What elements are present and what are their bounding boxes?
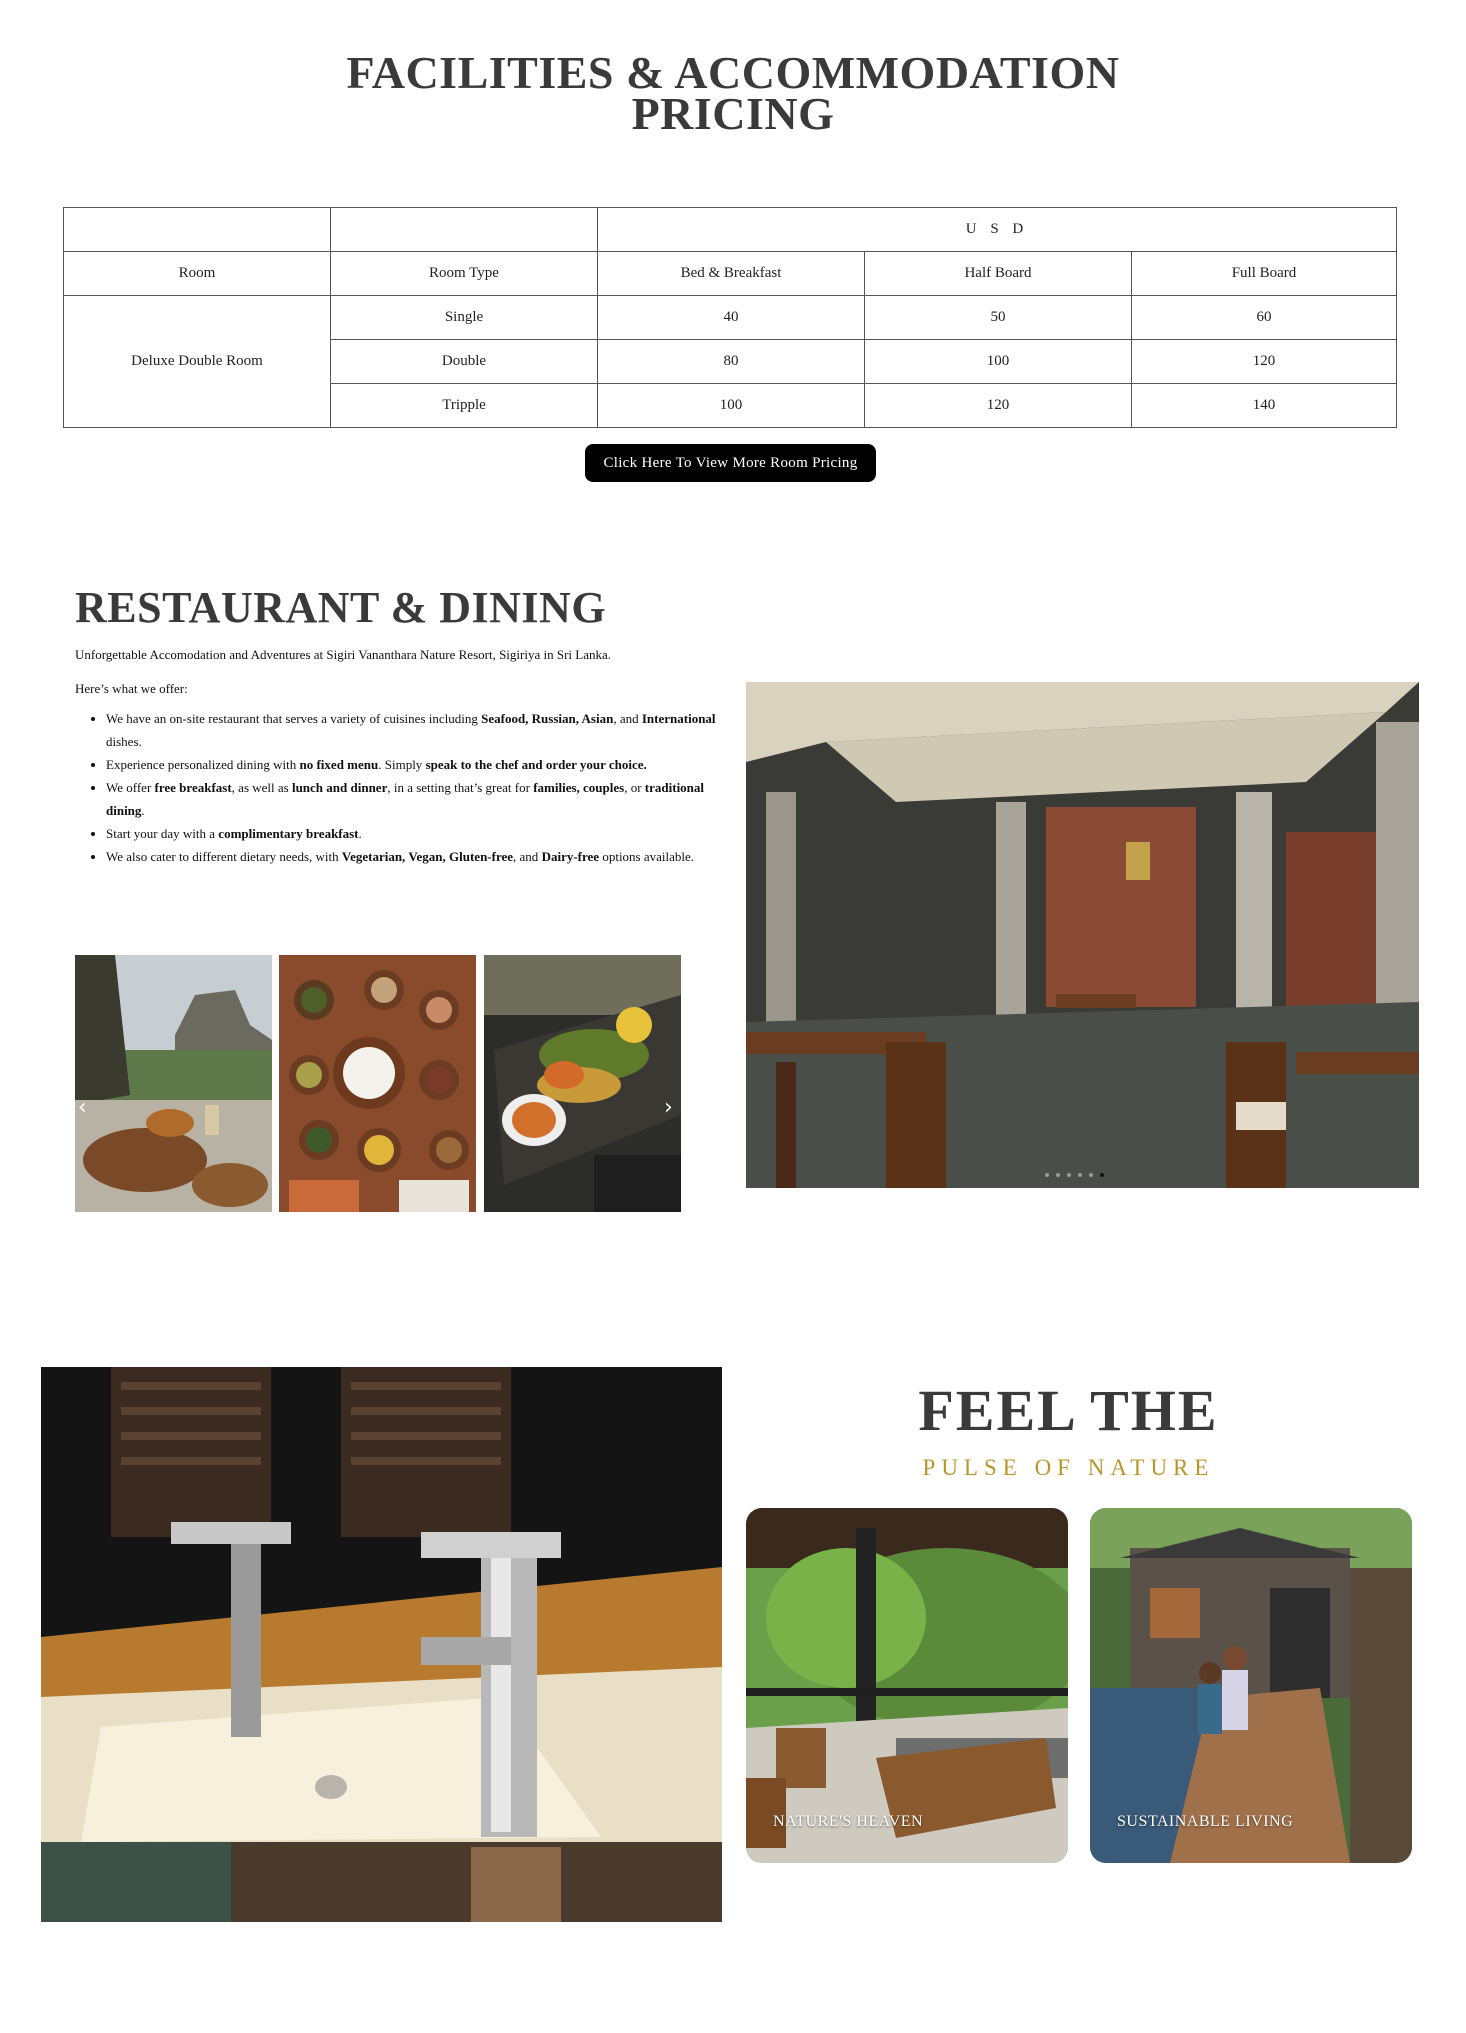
text-bold: speak to the chef and order your choice. xyxy=(425,757,647,772)
text-bold: Seafood, Russian, Asian xyxy=(481,711,614,726)
carousel-image-burger[interactable] xyxy=(75,955,272,1212)
price-cell: 100 xyxy=(865,340,1132,384)
table-row xyxy=(64,208,1397,252)
carousel-image-grill-platter[interactable] xyxy=(484,955,681,1212)
text: , in a setting that’s great for xyxy=(387,780,534,795)
price-cell: 140 xyxy=(1132,384,1397,428)
card-label: NATURE'S HEAVEN xyxy=(773,1813,924,1830)
price-cell: 40 xyxy=(598,296,865,340)
table-cell-empty xyxy=(331,208,598,252)
carousel-image-rice-curry[interactable] xyxy=(279,955,476,1212)
restaurant-intro: Unforgettable Accomodation and Adventures at Sigiri Vananthara Nature Resort, Sigiriya in Sri Lanka. xyxy=(75,647,612,662)
price-cell: 80 xyxy=(598,340,865,384)
price-cell: 120 xyxy=(1132,340,1397,384)
view-more-pricing-button[interactable]: Click Here To View More Room Pricing xyxy=(585,444,876,482)
bathroom-sink-photo xyxy=(41,1367,722,1922)
list-item xyxy=(106,776,716,822)
text: , and xyxy=(513,849,542,864)
text: We have an on-site restaurant that serves a variety of cuisines including xyxy=(106,711,482,726)
room-type-cell: Single xyxy=(331,296,598,340)
text-bold: free breakfast xyxy=(154,780,232,795)
table-cell-empty xyxy=(64,208,331,252)
card-sustainable-living[interactable] xyxy=(1090,1508,1412,1863)
carousel-dot-active[interactable] xyxy=(1100,1173,1104,1177)
header-room: Room xyxy=(64,252,331,296)
carousel-dot[interactable] xyxy=(1056,1173,1060,1177)
text: , and xyxy=(613,711,642,726)
carousel-dots xyxy=(1045,1173,1104,1177)
text-bold: families, couples xyxy=(533,780,625,795)
room-type-cell: Double xyxy=(331,340,598,384)
pricing-title-line1: FACILITIES & ACCOMMODATION xyxy=(346,47,1120,98)
carousel-prev-arrow[interactable]: ‹ xyxy=(78,1095,87,1120)
restaurant-interior-photo xyxy=(746,682,1419,1188)
text: dishes. xyxy=(106,734,142,749)
price-cell: 50 xyxy=(865,296,1132,340)
carousel-dot[interactable] xyxy=(1045,1173,1049,1177)
text: , as well as xyxy=(231,780,292,795)
carousel-next-arrow[interactable]: › xyxy=(664,1095,673,1120)
text: We also cater to different dietary needs, with xyxy=(106,849,342,864)
list-item xyxy=(106,753,716,776)
text-bold: no fixed menu xyxy=(299,757,379,772)
room-type-cell: Tripple xyxy=(331,384,598,428)
pricing-title xyxy=(0,47,1466,139)
price-cell: 120 xyxy=(865,384,1132,428)
text-bold: lunch and dinner xyxy=(291,780,388,795)
pricing-table xyxy=(63,207,1397,428)
header-bed-breakfast: Bed & Breakfast xyxy=(598,252,865,296)
text-bold: Vegetarian, Vegan, Gluten-free xyxy=(341,849,514,864)
header-full-board: Full Board xyxy=(1132,252,1397,296)
feel-title: FEEL THE xyxy=(918,1378,1219,1443)
text-bold: Dairy-free xyxy=(541,849,600,864)
currency-header: U S D xyxy=(598,208,1397,252)
text: We offer xyxy=(106,780,155,795)
feel-subtitle: PULSE OF NATURE xyxy=(922,1455,1215,1480)
table-row xyxy=(64,252,1397,296)
table-row xyxy=(64,296,1397,340)
list-item xyxy=(106,845,716,868)
header-room-type: Room Type xyxy=(331,252,598,296)
card-natures-heaven[interactable] xyxy=(746,1508,1068,1863)
text: . xyxy=(358,826,362,841)
text-bold: complimentary breakfast xyxy=(218,826,359,841)
carousel-dot[interactable] xyxy=(1067,1173,1071,1177)
pricing-title-line2: PRICING xyxy=(631,88,835,139)
room-name-cell: Deluxe Double Room xyxy=(64,296,331,428)
text: Experience personalized dining with xyxy=(106,757,300,772)
list-item xyxy=(106,822,716,845)
carousel-dot[interactable] xyxy=(1078,1173,1082,1177)
text-bold: traditional dining xyxy=(106,780,705,818)
restaurant-title: RESTAURANT & DINING xyxy=(75,583,607,632)
text: . Simply xyxy=(378,757,426,772)
text: Start your day with a xyxy=(106,826,219,841)
offer-heading: Here’s what we offer: xyxy=(75,681,188,696)
price-cell: 60 xyxy=(1132,296,1397,340)
carousel-dot[interactable] xyxy=(1089,1173,1093,1177)
text-bold: International xyxy=(641,711,716,726)
offer-list xyxy=(75,707,716,868)
header-half-board: Half Board xyxy=(865,252,1132,296)
price-cell: 100 xyxy=(598,384,865,428)
text: . xyxy=(141,803,145,818)
card-label: SUSTAINABLE LIVING xyxy=(1117,1813,1294,1830)
text: , or xyxy=(624,780,645,795)
text: options available. xyxy=(599,849,695,864)
list-item xyxy=(106,707,716,753)
